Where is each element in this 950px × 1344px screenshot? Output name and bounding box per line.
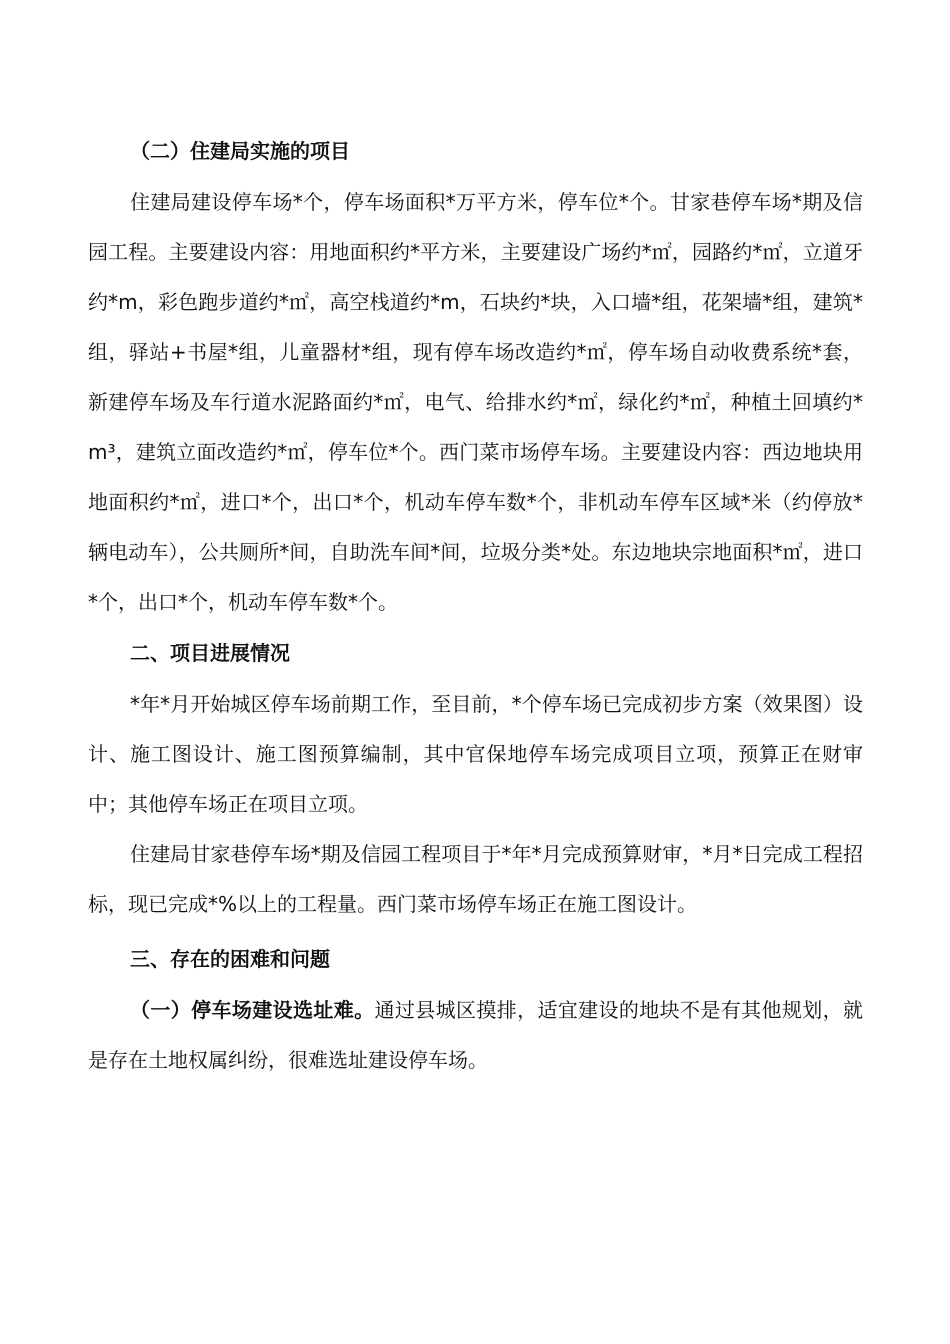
heading-difficulties-and-problems: 三、存在的困难和问题 (130, 947, 330, 971)
subheading-housing-bureau-projects: （二）住建局实施的项目 (130, 139, 350, 163)
paragraph-progress-housing-bureau: 住建局甘家巷停车场*期及信园工程项目于*年*月完成预算财审，*月*日完成工程招标，现已完成*%以上的工程量。西门菜市场停车场正在施工图设计。 (88, 842, 863, 916)
paragraph-site-selection-difficulty (88, 985, 863, 1085)
paragraph-body-text: 通过县城区摸排，适宜建设的地块不是有其他规划，就是存在土地权属纠纷，很难选址建设停车场。 (88, 998, 864, 1072)
heading-project-progress: 二、项目进展情况 (130, 641, 290, 665)
paragraph-housing-bureau-projects: 住建局建设停车场*个，停车场面积*万平方米，停车位*个。甘家巷停车场*期及信园工程。主要建设内容：用地面积约*平方米，主要建设广场约*㎡，园路约*㎡，立道牙约*m，彩色跑步道约*㎡，高空栈道约*m，石块约*块，入口墙*组，花架墙*组，建筑*组，驿站+书屋*组，儿童器材*组，现有停车场改造约*㎡，停车场自动收费系统*套，新建停车场及车行道水泥路面约*㎡，电气、给排水约*㎡，绿化约*㎡，种植土回填约*m³，建筑立面改造约*㎡，停车位*个。西门菜市场停车场。主要建设内容：西边地块用地面积约*㎡，进口*个，出口*个，机动车停车数*个，非机动车停车区域*米（约停放*辆电动车），公共厕所*间，自助洗车间*间，垃圾分类*处。东边地块宗地面积*㎡，进口*个，出口*个，机动车停车数*个。 (88, 190, 863, 614)
paragraph-lead-sentence: （一）停车场建设选址难。 (130, 998, 375, 1022)
document-body (88, 125, 863, 1085)
paragraph-progress-overview: *年*月开始城区停车场前期工作，至目前，*个停车场已完成初步方案（效果图）设计、施工图设计、施工图预算编制，其中官保地停车场完成项目立项，预算正在财审中；其他停车场正在项目立项。 (88, 692, 863, 816)
